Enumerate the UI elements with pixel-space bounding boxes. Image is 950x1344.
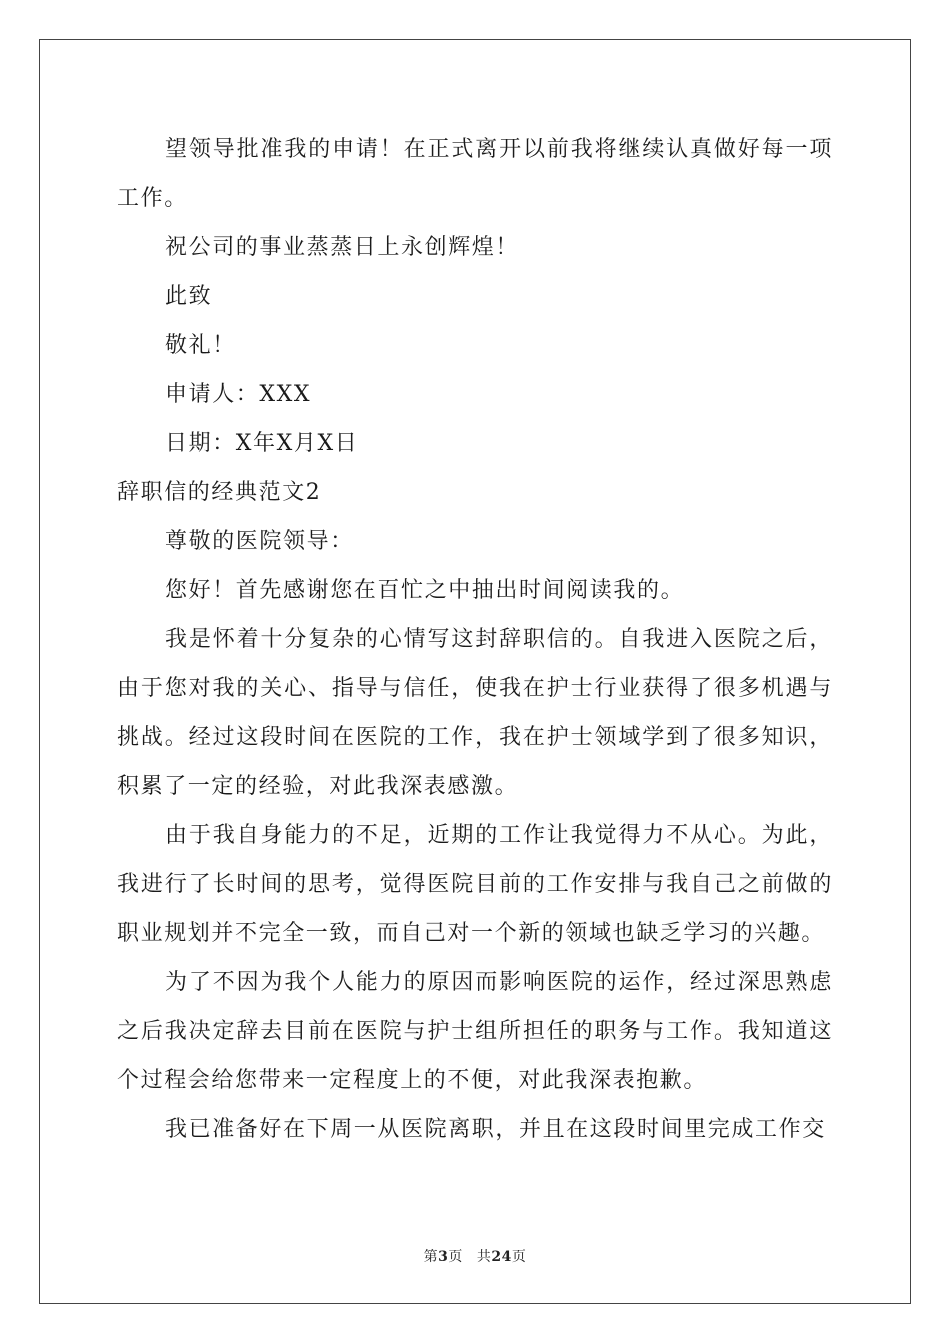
footer-page-prefix: 第 bbox=[423, 1249, 439, 1265]
footer-page-number: 3 bbox=[438, 1249, 449, 1265]
paragraph-closing-jingli: 敬礼！ bbox=[165, 333, 236, 358]
footer-total-prefix: 共 bbox=[476, 1249, 492, 1265]
footer-total-pages: 24 bbox=[491, 1249, 512, 1265]
paragraph-body-4: 我已准备好在下周一从医院离职，并且在这段时间里完成工作交 bbox=[165, 1117, 826, 1142]
page-footer bbox=[0, 1246, 950, 1266]
paragraph-salutation: 尊敬的医院领导： bbox=[165, 529, 354, 554]
paragraph-body-1: 我是怀着十分复杂的心情写这封辞职信的。自我进入医院之后，由于您对我的关心、指导与信任，使我在护士行业获得了很多机遇与挑战。经过这段时间在医院的工作，我在护士领域学到了很多知识，积累了一定的经验，对此我深表感激。 bbox=[117, 627, 833, 799]
paragraph-body-2: 由于我自身能力的不足，近期的工作让我觉得力不从心。为此，我进行了长时间的思考，觉得医院目前的工作安排与我自己之前做的职业规划并不完全一致，而自己对一个新的领域也缺乏学习的兴趣。 bbox=[117, 823, 833, 946]
section-heading: 辞职信的经典范文2 bbox=[117, 480, 322, 505]
paragraph-approval-request: 望领导批准我的申请！在正式离开以前我将继续认真做好每一项工作。 bbox=[117, 137, 833, 211]
paragraph-greeting: 您好！首先感谢您在百忙之中抽出时间阅读我的。 bbox=[165, 578, 685, 603]
footer-page-suffix: 页 bbox=[448, 1249, 463, 1265]
paragraph-wishes: 祝公司的事业蒸蒸日上永创辉煌！ bbox=[165, 235, 520, 260]
document-body bbox=[117, 125, 833, 1154]
paragraph-date: 日期：X年X月X日 bbox=[165, 431, 359, 456]
footer-total-suffix: 页 bbox=[511, 1249, 527, 1265]
paragraph-applicant: 申请人：XXX bbox=[165, 382, 312, 407]
paragraph-body-3: 为了不因为我个人能力的原因而影响医院的运作，经过深思熟虑之后我决定辞去目前在医院与护士组所担任的职务与工作。我知道这个过程会给您带来一定程度上的不便，对此我深表抱歉。 bbox=[117, 970, 833, 1093]
paragraph-closing-cizhi: 此致 bbox=[165, 284, 213, 309]
